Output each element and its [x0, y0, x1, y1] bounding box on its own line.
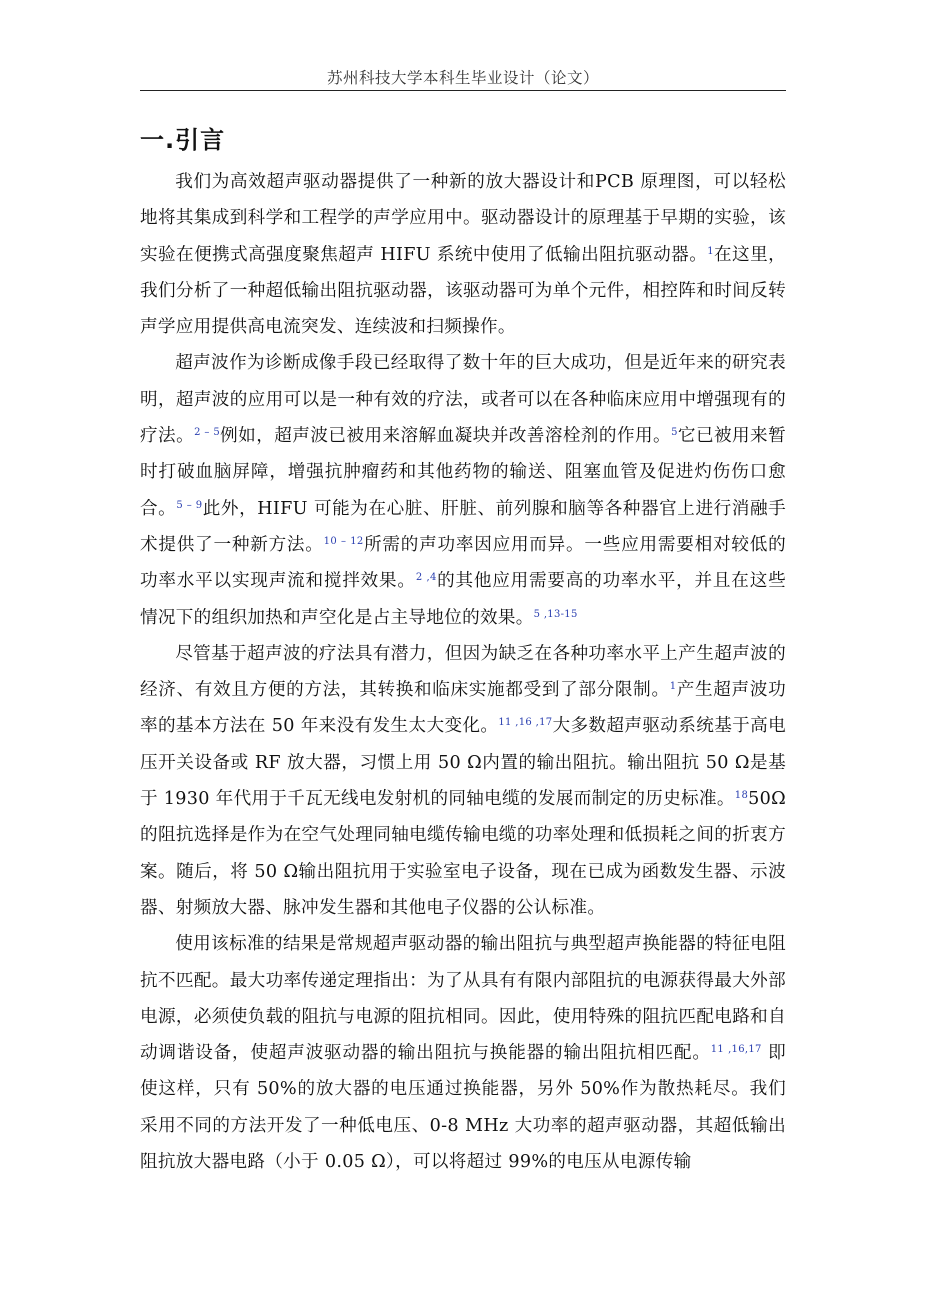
paragraph-text: 50Ω的阻抗选择是作为在空气处理同轴电缆传输电缆的功率处理和低损耗之间的折衷方案。随后，将 50 Ω输出阻抗用于实验室电子设备，现在已成为函数发生器、示波器、射频放大器、脉冲发生器和其他电子仪器的公认标准。	[140, 789, 786, 918]
section-title: 一.引言	[140, 126, 226, 154]
paragraph-text: 超声波作为诊断成像手段已经取得了数十年的巨大成功，但是近年来的研究表明，超声波的应用可以是一种有效的疗法，或者可以在各种临床应用中增强现有的疗法。	[140, 353, 786, 447]
body-text	[140, 164, 786, 1180]
paragraph-text: 此外，HIFU 可能为在心脏、肝脏、前列腺和脑等各种器官上进行消融手术提供了一种新方法。	[140, 498, 787, 555]
citation-ref: 18	[734, 790, 749, 802]
paragraph-text: 它已被用来暂时打破血脑屏障，增强抗肿瘤药和其他药物的输送、阻塞血管及促进灼伤伤口愈合。	[140, 426, 786, 519]
paragraph-text: 在这里，我们分析了一种超低输出阻抗驱动器，该驱动器可为单个元件，相控阵和时间反转声学应用提供高电流突发、连续波和扫频操作。	[140, 244, 787, 338]
citation-ref: 5 ,13-15	[533, 608, 578, 620]
citation-ref: 2 ,4	[415, 572, 437, 584]
header-divider	[140, 90, 786, 91]
citation-ref: 1	[707, 245, 714, 257]
paragraph-text: 的其他应用需要高的功率水平，并且在这些情况下的组织加热和声空化是占主导地位的效果。	[140, 571, 786, 628]
paragraph-text: 我们为高效超声驱动器提供了一种新的放大器设计和PCB 原理图，可以轻松地将其集成到科学和工程学的声学应用中。驱动器设计的原理基于早期的实验，该实验在便携式高强度聚焦超声 HIFU 系统中使用了低输出阻抗驱动器。	[140, 172, 786, 265]
paragraph-text: 使用该标准的结果是常规超声驱动器的输出阻抗与典型超声换能器的特征电阻抗不匹配。最大功率传递定理指出：为了从具有有限内部阻抗的电源获得最大外部电源，必须使负载的阻抗与电源的阻抗相同。因此，使用特殊的阻抗匹配电路和自动调谐设备，使超声波驱动器的输出阻抗与换能器的输出阻抗相匹配。	[140, 934, 786, 1064]
paragraph	[140, 345, 786, 635]
paragraph-text: 所需的声功率因应用而异。一些应用需要相对较低的功率水平以实现声流和搅拌效果。	[140, 534, 786, 592]
citation-ref: 5 – 9	[176, 499, 203, 511]
citation-ref: 11 ,16 ,17	[498, 717, 553, 729]
paragraph	[140, 926, 786, 1180]
citation-ref: 11 ,16,17	[710, 1044, 762, 1056]
citation-ref: 1	[669, 681, 677, 693]
citation-ref: 2 – 5	[194, 427, 220, 439]
paragraph-text: 产生超声波功率的基本方法在 50 年来没有发生太大变化。	[140, 680, 786, 737]
page-header: 苏州科技大学本科生毕业设计（论文）	[326, 69, 599, 87]
paragraph-text: 例如，超声波已被用来溶解血凝块并改善溶栓剂的作用。	[220, 426, 672, 447]
paragraph	[140, 636, 786, 926]
paragraph-text: 大多数超声驱动系统基于高电压开关设备或 RF 放大器，习惯上用 50 Ω内置的输出阻抗。输出阻抗 50 Ω是基于 1930 年代用于千瓦无线电发射机的同轴电缆的发展而制定的历史标准。	[140, 716, 786, 810]
citation-ref: 10 – 12	[323, 535, 364, 547]
citation-ref: 5	[671, 427, 678, 439]
paragraph-text: 即使这样，只有 50%的放大器的电压通过换能器，另外 50%作为散热耗尽。我们采用不同的方法开发了一种低电压、0-8 MHz 大功率的超声驱动器，其超低输出阻抗放大器电路（小于 0.05 Ω），可以将超过 99%的电压从电源传输	[140, 1043, 786, 1173]
paragraph	[140, 164, 786, 345]
paragraph-text: 尽管基于超声波的疗法具有潜力，但因为缺乏在各种功率水平上产生超声波的经济、有效且方便的方法，其转换和临床实施都受到了部分限制。	[140, 643, 786, 701]
